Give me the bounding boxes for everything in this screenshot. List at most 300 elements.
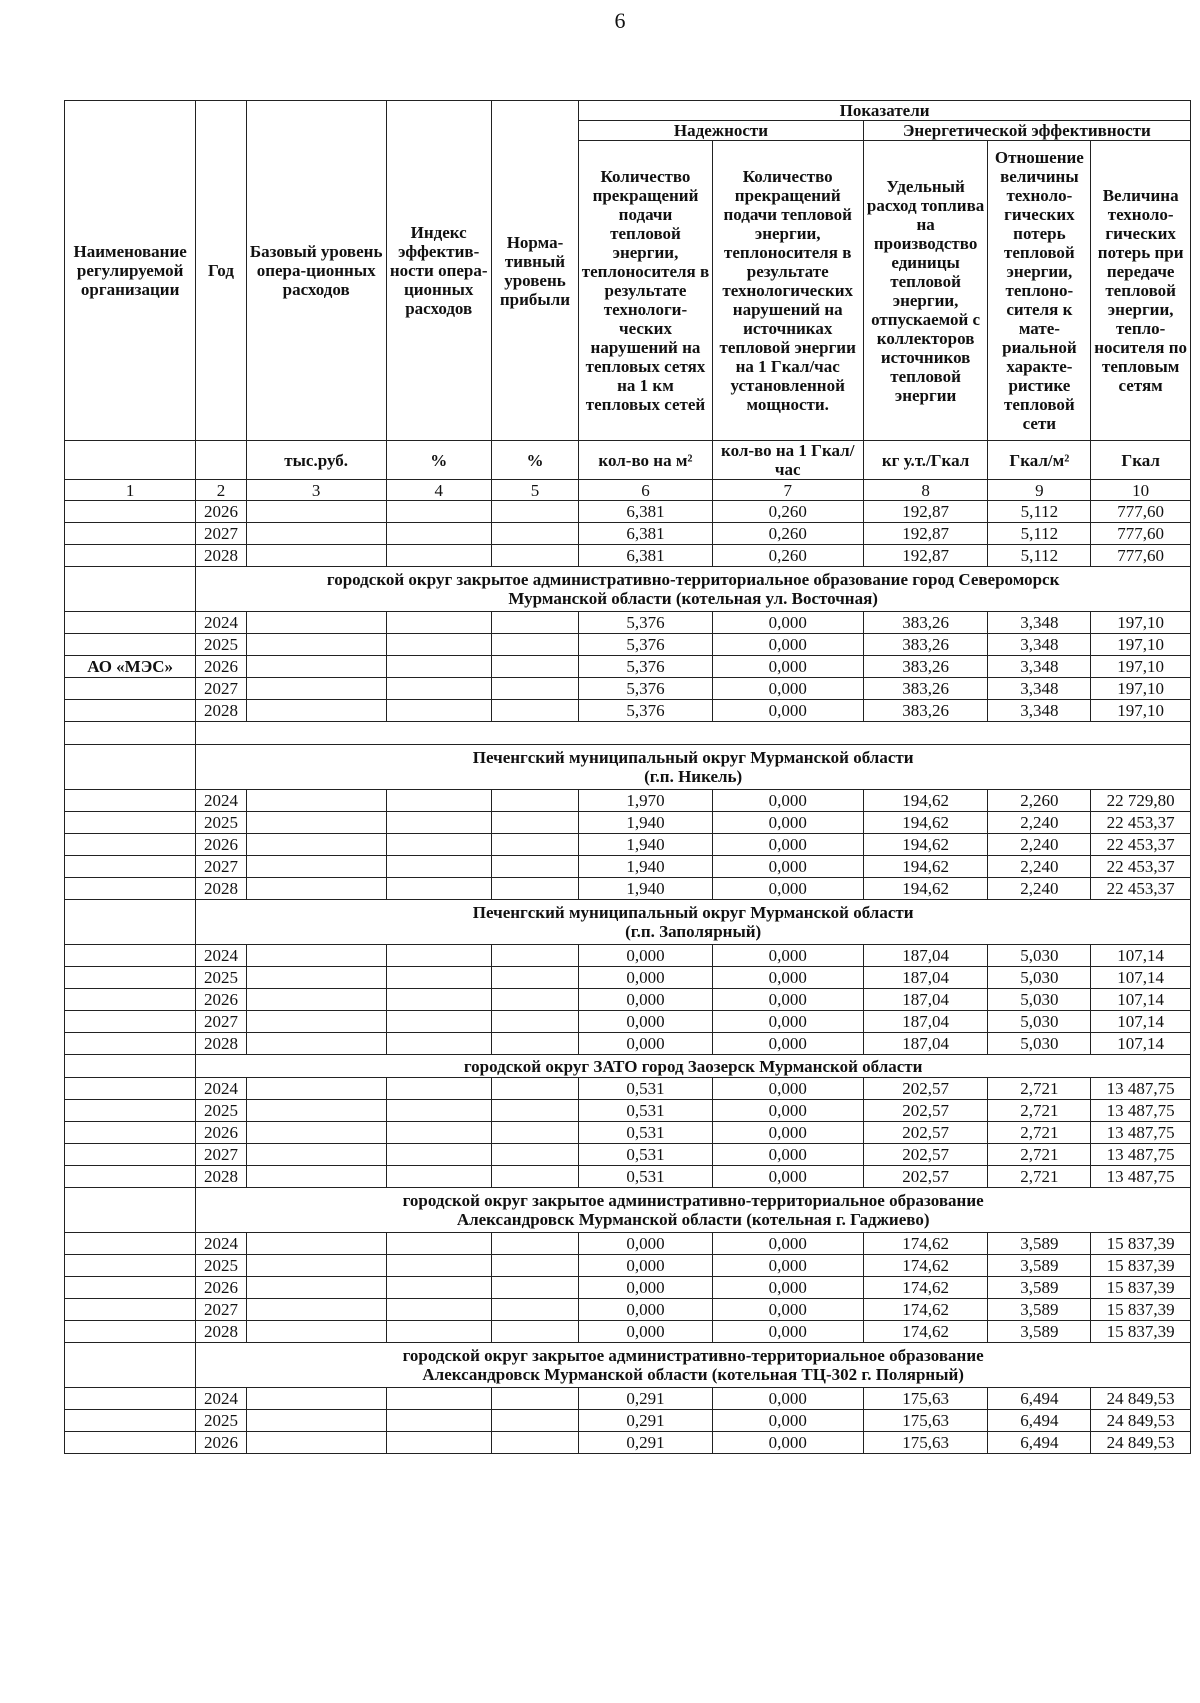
- value-cell-c10: 24 849,53: [1091, 1388, 1191, 1410]
- value-cell-c10: 197,10: [1091, 678, 1191, 700]
- value-cell-c9: 3,348: [988, 700, 1091, 722]
- value-cell-c7: 0,260: [712, 545, 863, 567]
- value-cell-c8: 174,62: [863, 1299, 988, 1321]
- value-cell-c9: 3,589: [988, 1233, 1091, 1255]
- section-title-row: [65, 1188, 1191, 1233]
- value-cell-c7: 0,000: [712, 612, 863, 634]
- value-cell-c6: 5,376: [579, 700, 712, 722]
- empty-cell: [386, 1233, 491, 1255]
- year-cell: 2026: [196, 501, 246, 523]
- empty-cell: [246, 1410, 386, 1432]
- year-cell: 2028: [196, 1166, 246, 1188]
- org-cell: [65, 1166, 196, 1188]
- units-blank: [196, 441, 246, 480]
- org-cell: [65, 1277, 196, 1299]
- empty-cell: [246, 1233, 386, 1255]
- unit-cell: %: [386, 441, 491, 480]
- value-cell-c6: 0,000: [579, 1233, 712, 1255]
- org-cell: [65, 501, 196, 523]
- header-base-costs: Базовый уровень опера-ционных расходов: [246, 101, 386, 441]
- org-cell: [65, 1255, 196, 1277]
- empty-cell: [246, 501, 386, 523]
- org-cell: [65, 545, 196, 567]
- empty-cell: [491, 989, 579, 1011]
- empty-cell: [386, 678, 491, 700]
- year-cell: 2027: [196, 678, 246, 700]
- empty-cell: [491, 656, 579, 678]
- value-cell-c8: 192,87: [863, 545, 988, 567]
- org-cell: [65, 634, 196, 656]
- value-cell-c10: 22 453,37: [1091, 812, 1191, 834]
- value-cell-c6: 0,000: [579, 989, 712, 1011]
- column-number: 9: [988, 480, 1091, 501]
- org-cell: [65, 1343, 196, 1388]
- value-cell-c9: 3,589: [988, 1299, 1091, 1321]
- value-cell-c10: 197,10: [1091, 612, 1191, 634]
- empty-cell: [491, 700, 579, 722]
- value-cell-c7: 0,000: [712, 989, 863, 1011]
- table-row: [65, 1277, 1191, 1299]
- value-cell-c10: 13 487,75: [1091, 1100, 1191, 1122]
- org-cell: [65, 722, 196, 745]
- value-cell-c9: 5,030: [988, 945, 1091, 967]
- section-title-row: [65, 745, 1191, 790]
- empty-cell: [491, 501, 579, 523]
- header-efficiency-index: Индекс эффектив-ности опера-ционных расходов: [386, 101, 491, 441]
- year-cell: 2024: [196, 1388, 246, 1410]
- value-cell-c6: 0,531: [579, 1078, 712, 1100]
- empty-cell: [386, 612, 491, 634]
- value-cell-c7: 0,000: [712, 1299, 863, 1321]
- org-cell: [65, 1233, 196, 1255]
- value-cell-c10: 22 453,37: [1091, 856, 1191, 878]
- value-cell-c6: 5,376: [579, 656, 712, 678]
- table-header: [65, 101, 1191, 501]
- year-cell: 2028: [196, 545, 246, 567]
- org-cell: [65, 678, 196, 700]
- value-cell-c6: 0,531: [579, 1144, 712, 1166]
- org-cell: [65, 1432, 196, 1454]
- value-cell-c6: 0,000: [579, 1321, 712, 1343]
- table-row: [65, 678, 1191, 700]
- value-cell-c9: 3,589: [988, 1255, 1091, 1277]
- table-row: [65, 700, 1191, 722]
- value-cell-c8: 202,57: [863, 1144, 988, 1166]
- value-cell-c6: 0,291: [579, 1410, 712, 1432]
- value-cell-c10: 777,60: [1091, 523, 1191, 545]
- empty-cell: [246, 790, 386, 812]
- header-year: Год: [196, 101, 246, 441]
- value-cell-c9: 2,721: [988, 1100, 1091, 1122]
- table-row: [65, 1033, 1191, 1055]
- org-cell: [65, 967, 196, 989]
- value-cell-c6: 1,940: [579, 812, 712, 834]
- table-row: [65, 1321, 1191, 1343]
- org-cell: [65, 945, 196, 967]
- empty-cell: [246, 856, 386, 878]
- table-row: [65, 1233, 1191, 1255]
- empty-cell: [386, 656, 491, 678]
- value-cell-c8: 194,62: [863, 834, 988, 856]
- table-row: [65, 790, 1191, 812]
- year-cell: 2028: [196, 700, 246, 722]
- table-row: [65, 1078, 1191, 1100]
- table-row: [65, 967, 1191, 989]
- empty-cell: [246, 656, 386, 678]
- value-cell-c8: 194,62: [863, 856, 988, 878]
- org-cell: [65, 834, 196, 856]
- column-number: 5: [491, 480, 579, 501]
- value-cell-c10: 107,14: [1091, 967, 1191, 989]
- value-cell-c7: 0,000: [712, 856, 863, 878]
- empty-cell: [246, 1432, 386, 1454]
- value-cell-c9: 2,240: [988, 856, 1091, 878]
- empty-cell: [491, 523, 579, 545]
- value-cell-c7: 0,000: [712, 1388, 863, 1410]
- org-cell: [65, 900, 196, 945]
- year-cell: 2027: [196, 1011, 246, 1033]
- org-cell: [65, 1055, 196, 1078]
- value-cell-c8: 383,26: [863, 656, 988, 678]
- value-cell-c8: 175,63: [863, 1432, 988, 1454]
- value-cell-c9: 5,030: [988, 1011, 1091, 1033]
- org-cell: [65, 1033, 196, 1055]
- org-cell: [65, 1299, 196, 1321]
- year-cell: 2024: [196, 1233, 246, 1255]
- year-cell: 2025: [196, 634, 246, 656]
- value-cell-c6: 0,000: [579, 1255, 712, 1277]
- value-cell-c8: 187,04: [863, 1011, 988, 1033]
- value-cell-c8: 202,57: [863, 1100, 988, 1122]
- empty-cell: [386, 1100, 491, 1122]
- value-cell-c8: 192,87: [863, 523, 988, 545]
- value-cell-c7: 0,260: [712, 501, 863, 523]
- year-cell: 2024: [196, 612, 246, 634]
- empty-cell: [491, 545, 579, 567]
- value-cell-c7: 0,000: [712, 1011, 863, 1033]
- table-row: [65, 945, 1191, 967]
- value-cell-c6: 6,381: [579, 523, 712, 545]
- value-cell-c8: 194,62: [863, 790, 988, 812]
- value-cell-c8: 202,57: [863, 1166, 988, 1188]
- section-title-line1: городской округ закрытое административно-территориальное образование: [402, 1191, 984, 1210]
- empty-cell: [246, 945, 386, 967]
- value-cell-c9: 2,240: [988, 878, 1091, 900]
- value-cell-c6: 0,000: [579, 1033, 712, 1055]
- empty-cell: [246, 612, 386, 634]
- value-cell-c7: 0,000: [712, 1033, 863, 1055]
- value-cell-c7: 0,000: [712, 878, 863, 900]
- empty-cell: [386, 878, 491, 900]
- year-cell: 2026: [196, 1122, 246, 1144]
- value-cell-c6: 0,531: [579, 1100, 712, 1122]
- value-cell-c6: 0,531: [579, 1166, 712, 1188]
- section-title-line2: (г.п. Заполярный): [625, 922, 762, 941]
- empty-cell: [491, 678, 579, 700]
- value-cell-c10: 22 453,37: [1091, 878, 1191, 900]
- section-title-line1: Печенгский муниципальный округ Мурманской области: [472, 748, 914, 767]
- org-cell: [65, 1144, 196, 1166]
- value-cell-c6: 6,381: [579, 545, 712, 567]
- value-cell-c8: 187,04: [863, 1033, 988, 1055]
- value-cell-c10: 13 487,75: [1091, 1078, 1191, 1100]
- empty-cell: [491, 967, 579, 989]
- table-row: [65, 656, 1191, 678]
- empty-cell: [386, 1255, 491, 1277]
- empty-cell: [386, 1078, 491, 1100]
- value-cell-c8: 383,26: [863, 700, 988, 722]
- value-cell-c9: 2,240: [988, 812, 1091, 834]
- value-cell-c9: 6,494: [988, 1432, 1091, 1454]
- value-cell-c6: 5,376: [579, 678, 712, 700]
- org-cell: [65, 612, 196, 634]
- value-cell-c7: 0,000: [712, 945, 863, 967]
- table-row: [65, 523, 1191, 545]
- value-cell-c6: 6,381: [579, 501, 712, 523]
- header-energy-efficiency: Энергетической эффективности: [863, 121, 1190, 141]
- column-number: 4: [386, 480, 491, 501]
- section-title-line2: (г.п. Никель): [644, 767, 743, 786]
- org-cell: [65, 1188, 196, 1233]
- value-cell-c10: 777,60: [1091, 501, 1191, 523]
- org-cell: [65, 989, 196, 1011]
- empty-cell: [246, 967, 386, 989]
- value-cell-c7: 0,000: [712, 1255, 863, 1277]
- table-row: [65, 634, 1191, 656]
- value-cell-c10: 24 849,53: [1091, 1432, 1191, 1454]
- value-cell-c7: 0,000: [712, 1432, 863, 1454]
- year-cell: 2027: [196, 856, 246, 878]
- unit-cell: тыс.руб.: [246, 441, 386, 480]
- value-cell-c10: 197,10: [1091, 700, 1191, 722]
- section-title-row: [65, 1343, 1191, 1388]
- empty-cell: [246, 1122, 386, 1144]
- section-title: [196, 1188, 1191, 1233]
- empty-cell: [386, 1277, 491, 1299]
- empty-cell: [491, 790, 579, 812]
- empty-cell: [246, 1255, 386, 1277]
- year-cell: 2025: [196, 967, 246, 989]
- value-cell-c8: 383,26: [863, 634, 988, 656]
- empty-cell: [491, 945, 579, 967]
- empty-cell: [491, 634, 579, 656]
- value-cell-c10: 15 837,39: [1091, 1277, 1191, 1299]
- value-cell-c9: 5,112: [988, 501, 1091, 523]
- column-number: 2: [196, 480, 246, 501]
- year-cell: 2024: [196, 1078, 246, 1100]
- table-row: [65, 989, 1191, 1011]
- empty-cell: [386, 523, 491, 545]
- section-title-line2: Александровск Мурманской области (котельная ТЦ-302 г. Полярный): [422, 1365, 964, 1384]
- empty-cell: [491, 856, 579, 878]
- year-cell: 2024: [196, 790, 246, 812]
- table-row: [65, 612, 1191, 634]
- unit-cell: Гкал/м²: [988, 441, 1091, 480]
- value-cell-c9: 3,589: [988, 1277, 1091, 1299]
- value-cell-c8: 174,62: [863, 1233, 988, 1255]
- value-cell-c10: 15 837,39: [1091, 1255, 1191, 1277]
- value-cell-c8: 187,04: [863, 989, 988, 1011]
- empty-cell: [386, 1144, 491, 1166]
- value-cell-c7: 0,000: [712, 790, 863, 812]
- year-cell: 2024: [196, 945, 246, 967]
- value-cell-c8: 187,04: [863, 967, 988, 989]
- org-cell: [65, 700, 196, 722]
- value-cell-c10: 13 487,75: [1091, 1144, 1191, 1166]
- blank-cell: [196, 722, 1191, 745]
- unit-cell: кол-во на 1 Гкал/час: [712, 441, 863, 480]
- empty-cell: [491, 1388, 579, 1410]
- org-cell: [65, 1321, 196, 1343]
- empty-cell: [246, 1277, 386, 1299]
- value-cell-c7: 0,000: [712, 1122, 863, 1144]
- value-cell-c7: 0,000: [712, 967, 863, 989]
- empty-cell: [246, 989, 386, 1011]
- value-cell-c10: 15 837,39: [1091, 1321, 1191, 1343]
- section-title: [196, 900, 1191, 945]
- empty-cell: [491, 1122, 579, 1144]
- empty-cell: [491, 612, 579, 634]
- empty-cell: [246, 523, 386, 545]
- table-row: [65, 1166, 1191, 1188]
- empty-cell: [386, 856, 491, 878]
- value-cell-c8: 175,63: [863, 1388, 988, 1410]
- organization-name: АО «МЭС»: [65, 656, 196, 678]
- table-row: [65, 1011, 1191, 1033]
- section-title-line1: городской округ закрытое административно-территориальное образование: [402, 1346, 984, 1365]
- value-cell-c10: 197,10: [1091, 656, 1191, 678]
- value-cell-c10: 15 837,39: [1091, 1299, 1191, 1321]
- value-cell-c9: 3,348: [988, 656, 1091, 678]
- value-cell-c9: 6,494: [988, 1410, 1091, 1432]
- value-cell-c9: 3,348: [988, 612, 1091, 634]
- year-cell: 2026: [196, 834, 246, 856]
- empty-cell: [491, 1321, 579, 1343]
- value-cell-c9: 3,348: [988, 634, 1091, 656]
- org-cell: [65, 1410, 196, 1432]
- table-row: [65, 878, 1191, 900]
- table-row: [65, 1388, 1191, 1410]
- section-title-row: [65, 1055, 1191, 1078]
- year-cell: 2028: [196, 1033, 246, 1055]
- header-normative-profit: Норма-тивный уровень прибыли: [491, 101, 579, 441]
- value-cell-c7: 0,260: [712, 523, 863, 545]
- value-cell-c8: 174,62: [863, 1321, 988, 1343]
- value-cell-c9: 5,030: [988, 967, 1091, 989]
- value-cell-c9: 2,721: [988, 1144, 1091, 1166]
- value-cell-c8: 174,62: [863, 1255, 988, 1277]
- year-cell: 2026: [196, 1432, 246, 1454]
- empty-cell: [386, 1388, 491, 1410]
- table-row: [65, 1432, 1191, 1454]
- empty-cell: [386, 1410, 491, 1432]
- year-cell: 2025: [196, 1410, 246, 1432]
- blank-row: [65, 722, 1191, 745]
- table-row: [65, 812, 1191, 834]
- empty-cell: [246, 700, 386, 722]
- empty-cell: [386, 1011, 491, 1033]
- column-number: 1: [65, 480, 196, 501]
- column-number: 7: [712, 480, 863, 501]
- value-cell-c7: 0,000: [712, 1166, 863, 1188]
- empty-cell: [246, 1144, 386, 1166]
- column-number: 8: [863, 480, 988, 501]
- empty-cell: [246, 1033, 386, 1055]
- org-cell: [65, 523, 196, 545]
- unit-cell: Гкал: [1091, 441, 1191, 480]
- empty-cell: [246, 1299, 386, 1321]
- value-cell-c6: 0,000: [579, 967, 712, 989]
- org-cell: [65, 790, 196, 812]
- year-cell: 2026: [196, 656, 246, 678]
- year-cell: 2028: [196, 1321, 246, 1343]
- value-cell-c10: 107,14: [1091, 989, 1191, 1011]
- empty-cell: [246, 1011, 386, 1033]
- value-cell-c10: 777,60: [1091, 545, 1191, 567]
- year-cell: 2025: [196, 1100, 246, 1122]
- empty-cell: [246, 1321, 386, 1343]
- value-cell-c8: 174,62: [863, 1277, 988, 1299]
- table-row: [65, 1122, 1191, 1144]
- table-row: [65, 856, 1191, 878]
- header-col9: Отношение величины техноло-гических потерь тепловой энергии, теплоно-сителя к мате-риальной характе-ристике тепловой сети: [988, 141, 1091, 441]
- value-cell-c10: 107,14: [1091, 945, 1191, 967]
- empty-cell: [386, 967, 491, 989]
- value-cell-c6: 0,000: [579, 1011, 712, 1033]
- table-row: [65, 1410, 1191, 1432]
- empty-cell: [491, 834, 579, 856]
- section-title-row: [65, 900, 1191, 945]
- empty-cell: [491, 1078, 579, 1100]
- value-cell-c7: 0,000: [712, 1100, 863, 1122]
- year-cell: 2025: [196, 1255, 246, 1277]
- empty-cell: [491, 1277, 579, 1299]
- section-title: [196, 567, 1191, 612]
- empty-cell: [246, 834, 386, 856]
- value-cell-c6: 1,940: [579, 856, 712, 878]
- org-cell: [65, 1100, 196, 1122]
- table-row: [65, 1144, 1191, 1166]
- empty-cell: [386, 501, 491, 523]
- empty-cell: [491, 1144, 579, 1166]
- empty-cell: [491, 1011, 579, 1033]
- org-cell: [65, 1388, 196, 1410]
- empty-cell: [491, 1233, 579, 1255]
- empty-cell: [491, 1299, 579, 1321]
- value-cell-c6: 0,000: [579, 1277, 712, 1299]
- header-reliability: Надежности: [579, 121, 863, 141]
- section-title-line2: Мурманской области (котельная ул. Восточная): [508, 589, 878, 608]
- unit-cell: кг у.т./Гкал: [863, 441, 988, 480]
- org-cell: [65, 878, 196, 900]
- value-cell-c10: 197,10: [1091, 634, 1191, 656]
- value-cell-c7: 0,000: [712, 1144, 863, 1166]
- value-cell-c10: 22 453,37: [1091, 834, 1191, 856]
- value-cell-c7: 0,000: [712, 812, 863, 834]
- org-cell: [65, 1122, 196, 1144]
- value-cell-c7: 0,000: [712, 1078, 863, 1100]
- empty-cell: [491, 1432, 579, 1454]
- empty-cell: [246, 634, 386, 656]
- value-cell-c8: 202,57: [863, 1078, 988, 1100]
- empty-cell: [246, 812, 386, 834]
- empty-cell: [246, 678, 386, 700]
- empty-cell: [246, 1388, 386, 1410]
- empty-cell: [386, 1122, 491, 1144]
- page-number: 6: [614, 8, 626, 33]
- value-cell-c8: 187,04: [863, 945, 988, 967]
- value-cell-c6: 5,376: [579, 612, 712, 634]
